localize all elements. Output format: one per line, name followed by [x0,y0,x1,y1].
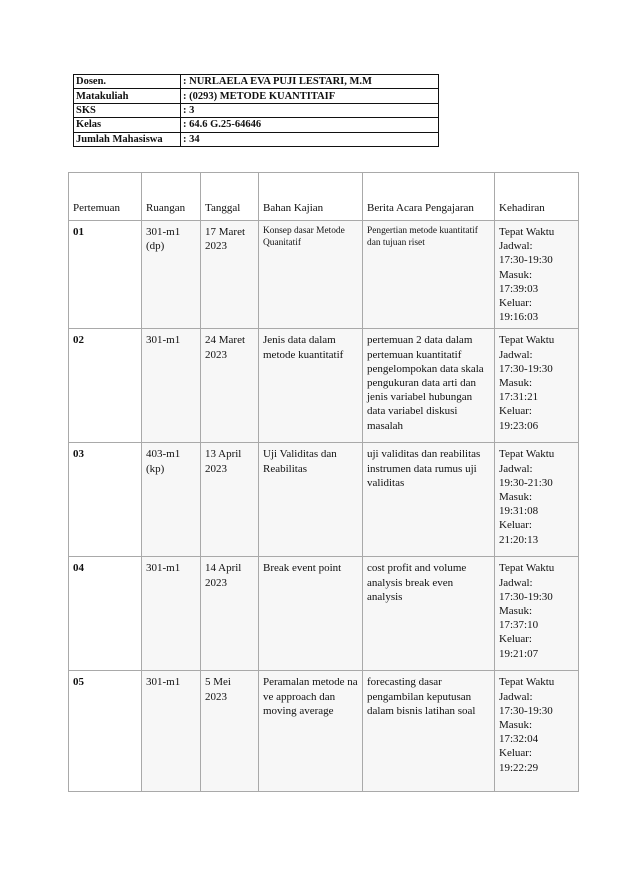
cell-pertemuan: 05 [69,671,142,792]
kehadiran-masuk-label: Masuk: [499,268,532,281]
kehadiran-masuk-label: Masuk: [499,491,532,504]
kehadiran-masuk-label: Masuk: [499,605,532,618]
kehadiran-status: Tepat Waktu [499,334,555,347]
kehadiran-keluar-label: Keluar: [499,633,532,646]
cell-tanggal: 24 Maret 2023 [201,329,259,443]
kehadiran-masuk-value: 17:32:04 [499,733,539,746]
info-row-jumlah-mahasiswa [74,132,439,146]
cell-kehadiran [495,557,579,671]
header-pertemuan: Pertemuan [69,173,142,221]
cell-kehadiran [495,329,579,443]
info-value: : NURLAELA EVA PUJI LESTARI, M.M [181,75,439,89]
kehadiran-jadwal-value: 17:30-19:30 [499,590,553,603]
info-row-dosen [74,75,439,89]
kehadiran-jadwal-value: 19:30-21:30 [499,476,553,489]
kehadiran-jadwal-label: Jadwal: [499,348,533,361]
kehadiran-jadwal-label: Jadwal: [499,690,533,703]
header-ruangan: Ruangan [142,173,201,221]
cell-ruangan: 301-m1 [142,671,201,792]
cell-pertemuan: 02 [69,329,142,443]
cell-ruangan: 301-m1 (dp) [142,221,201,329]
cell-pertemuan: 01 [69,221,142,329]
header-bahan-kajian: Bahan Kajian [259,173,363,221]
kehadiran-masuk-value: 17:39:03 [499,282,539,295]
cell-kehadiran [495,671,579,792]
table-header-row [69,173,579,221]
cell-kehadiran [495,443,579,557]
kehadiran-keluar-value: 19:16:03 [499,311,539,324]
cell-tanggal: 5 Mei 2023 [201,671,259,792]
cell-berita-acara: forecasting dasar pengambilan keputusan dalam bisnis latihan soal [363,671,495,792]
info-row-kelas [74,118,439,132]
kehadiran-status: Tepat Waktu [499,676,555,689]
header-kehadiran: Kehadiran [495,173,579,221]
cell-ruangan: 301-m1 [142,557,201,671]
cell-ruangan: 403-m1 (kp) [142,443,201,557]
info-label: Matakuliah [74,89,181,103]
kehadiran-keluar-label: Keluar: [499,519,532,532]
info-value: : 3 [181,103,439,117]
table-row [69,329,579,443]
kehadiran-masuk-value: 17:31:21 [499,391,539,404]
table-row [69,443,579,557]
cell-kehadiran [495,221,579,329]
kehadiran-jadwal-value: 17:30-19:30 [499,254,553,267]
info-label: Jumlah Mahasiswa [74,132,181,146]
cell-pertemuan: 04 [69,557,142,671]
info-value: : 64.6 G.25-64646 [181,118,439,132]
cell-berita-acara: uji validitas dan reabilitas instrumen data rumus uji validitas [363,443,495,557]
kehadiran-masuk-label: Masuk: [499,377,532,390]
course-info-table [73,74,439,147]
cell-bahan-kajian: Peramalan metode na ve approach dan moving average [259,671,363,792]
info-row-sks [74,103,439,117]
kehadiran-masuk-value: 19:31:08 [499,505,539,518]
kehadiran-keluar-label: Keluar: [499,405,532,418]
info-value: : 34 [181,132,439,146]
kehadiran-status: Tepat Waktu [499,448,555,461]
kehadiran-keluar-label: Keluar: [499,747,532,760]
kehadiran-keluar-value: 19:22:29 [499,761,539,774]
kehadiran-jadwal-label: Jadwal: [499,240,533,253]
cell-bahan-kajian: Uji Validitas dan Reabilitas [259,443,363,557]
attendance-table [68,172,579,792]
kehadiran-jadwal-value: 17:30-19:30 [499,704,553,717]
info-value: : (0293) METODE KUANTITAIF [181,89,439,103]
kehadiran-status: Tepat Waktu [499,562,555,575]
kehadiran-jadwal-label: Jadwal: [499,576,533,589]
kehadiran-jadwal-label: Jadwal: [499,462,533,475]
info-label: Kelas [74,118,181,132]
kehadiran-keluar-value: 21:20:13 [499,533,539,546]
cell-berita-acara: Pengertian metode kuantitatif dan tujuan riset [363,221,495,329]
header-berita-acara: Berita Acara Pengajaran [363,173,495,221]
cell-bahan-kajian: Jenis data dalam metode kuantitatif [259,329,363,443]
cell-berita-acara: pertemuan 2 data dalam pertemuan kuantitatif pengelompokan data skala pengukuran data arti dan jenis variabel hubungan data variabel diskusi masalah [363,329,495,443]
cell-tanggal: 13 April 2023 [201,443,259,557]
kehadiran-keluar-value: 19:21:07 [499,647,539,660]
cell-berita-acara: cost profit and volume analysis break even analysis [363,557,495,671]
table-row [69,557,579,671]
cell-ruangan: 301-m1 [142,329,201,443]
cell-tanggal: 17 Maret 2023 [201,221,259,329]
kehadiran-masuk-label: Masuk: [499,719,532,732]
kehadiran-jadwal-value: 17:30-19:30 [499,362,553,375]
kehadiran-keluar-value: 19:23:06 [499,419,539,432]
kehadiran-keluar-label: Keluar: [499,297,532,310]
info-label: SKS [74,103,181,117]
table-row [69,671,579,792]
header-tanggal: Tanggal [201,173,259,221]
info-label: Dosen. [74,75,181,89]
table-row [69,221,579,329]
kehadiran-masuk-value: 17:37:10 [499,619,539,632]
kehadiran-status: Tepat Waktu [499,226,555,238]
cell-pertemuan: 03 [69,443,142,557]
cell-bahan-kajian: Konsep dasar Metode Quanitatif [259,221,363,329]
info-row-matakuliah [74,89,439,103]
cell-bahan-kajian: Break event point [259,557,363,671]
cell-tanggal: 14 April 2023 [201,557,259,671]
